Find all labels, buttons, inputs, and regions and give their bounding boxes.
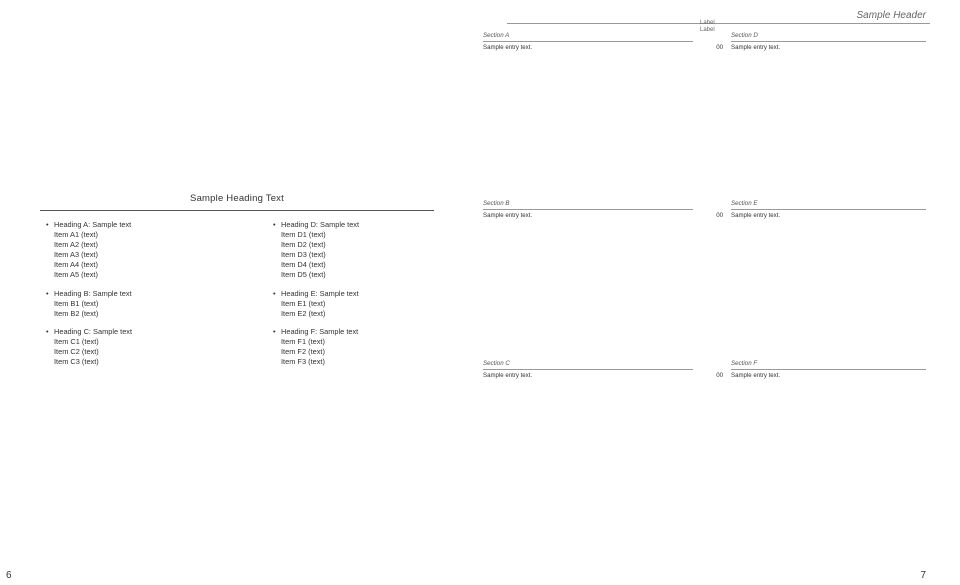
english-block-text: Item F3 (text)	[281, 357, 325, 367]
english-block	[273, 327, 460, 367]
english-block-text: Item D3 (text)	[281, 250, 326, 260]
page-column-heading	[700, 20, 715, 34]
greek-entry-page: 00	[716, 212, 723, 219]
greek-block-item	[46, 357, 233, 367]
english-block-text: Item D5 (text)	[281, 270, 326, 280]
english-block-item	[273, 357, 460, 367]
english-contents-entry	[731, 212, 926, 219]
bullet-icon: •	[273, 326, 276, 336]
greek-contents-entry	[483, 44, 723, 51]
english-block	[273, 220, 460, 281]
page-column-heading-gr: Label	[700, 20, 715, 26]
greek-block-item	[46, 270, 233, 280]
bullet-icon: •	[46, 326, 49, 336]
greek-entry-text: Sample entry text.	[483, 44, 533, 51]
page-number-left: 6	[6, 570, 12, 581]
greek-block-text: Item A3 (text)	[54, 250, 98, 260]
bullet-icon: •	[46, 288, 49, 298]
english-contents-entry	[731, 372, 926, 379]
english-block-item	[273, 250, 460, 260]
english-block-item	[273, 347, 460, 357]
contents-header: Sample Header	[856, 10, 926, 21]
greek-block-heading	[46, 327, 233, 337]
english-entry-text: Sample entry text.	[731, 372, 781, 379]
greek-section	[483, 200, 723, 219]
new-data-title: Sample Heading Text	[40, 193, 434, 211]
english-section	[731, 200, 926, 219]
greek-block-text: Item A4 (text)	[54, 260, 98, 270]
greek-block-item	[46, 240, 233, 250]
greek-block-text: Heading C: Sample text	[54, 326, 133, 336]
english-block-item	[273, 309, 460, 319]
greek-block-item	[46, 347, 233, 357]
greek-block	[46, 220, 233, 281]
new-data-columns	[40, 220, 460, 375]
greek-block-heading	[46, 220, 233, 230]
greek-block-text: Item A2 (text)	[54, 240, 98, 250]
bullet-icon: •	[46, 220, 49, 229]
greek-block-text: Item B1 (text)	[54, 298, 99, 308]
english-entry-text: Sample entry text.	[731, 44, 781, 51]
english-block-item	[273, 230, 460, 240]
greek-block-text: Item C1 (text)	[54, 336, 99, 346]
english-section	[731, 32, 926, 51]
greek-section-title: Section C	[483, 360, 693, 370]
english-block-heading	[273, 220, 460, 230]
greek-contents-entry	[483, 372, 723, 379]
greek-block-text: Item B2 (text)	[54, 308, 99, 318]
english-contents-entry	[731, 44, 926, 51]
new-data-english-column	[273, 220, 460, 375]
english-entry-text: Sample entry text.	[731, 212, 781, 219]
english-block-text: Heading F: Sample text	[281, 326, 359, 336]
english-block-text: Item D4 (text)	[281, 260, 326, 270]
english-block-text: Item E1 (text)	[281, 298, 326, 308]
contents-rule	[507, 23, 930, 24]
greek-block-item	[46, 309, 233, 319]
greek-section-title: Section B	[483, 200, 693, 210]
greek-section-title: Section A	[483, 32, 693, 42]
english-block-text: Item D1 (text)	[281, 230, 326, 240]
greek-entry-page: 00	[716, 372, 723, 379]
english-section-title: Section E	[731, 200, 926, 210]
greek-block-text: Item C3 (text)	[54, 357, 99, 367]
greek-block-item	[46, 337, 233, 347]
greek-block-text: Item A5 (text)	[54, 270, 98, 280]
greek-block-item	[46, 250, 233, 260]
english-section-title: Section D	[731, 32, 926, 42]
greek-entry-text: Sample entry text.	[483, 372, 533, 379]
english-block-item	[273, 337, 460, 347]
english-block-text: Heading E: Sample text	[281, 288, 359, 298]
greek-block-text: Heading B: Sample text	[54, 288, 132, 298]
english-section	[731, 360, 926, 379]
page-number-right: 7	[920, 570, 926, 581]
greek-section	[483, 360, 723, 379]
english-block	[273, 289, 460, 319]
page-column-heading-en: Label	[700, 27, 715, 33]
greek-block	[46, 327, 233, 367]
greek-block-item	[46, 299, 233, 309]
english-block-text: Item E2 (text)	[281, 308, 326, 318]
english-section-title: Section F	[731, 360, 926, 370]
greek-block	[46, 289, 233, 319]
english-block-item	[273, 260, 460, 270]
greek-block-text: Heading A: Sample text	[54, 220, 132, 229]
english-block-heading	[273, 289, 460, 299]
english-block-text: Heading D: Sample text	[281, 220, 360, 229]
bullet-icon: •	[273, 288, 276, 298]
greek-entry-text: Sample entry text.	[483, 212, 533, 219]
greek-block-item	[46, 230, 233, 240]
english-block-text: Item F2 (text)	[281, 347, 325, 357]
greek-block-text: Item A1 (text)	[54, 230, 98, 240]
greek-contents-entry	[483, 212, 723, 219]
greek-section	[483, 32, 723, 51]
english-block-heading	[273, 327, 460, 337]
new-data-greek-column	[46, 220, 233, 375]
english-block-item	[273, 270, 460, 280]
greek-block-heading	[46, 289, 233, 299]
english-block-text: Item D2 (text)	[281, 240, 326, 250]
english-block-item	[273, 240, 460, 250]
bullet-icon: •	[273, 220, 276, 229]
greek-entry-page: 00	[716, 44, 723, 51]
english-block-text: Item F1 (text)	[281, 336, 325, 346]
greek-block-item	[46, 260, 233, 270]
greek-block-text: Item C2 (text)	[54, 347, 99, 357]
english-block-item	[273, 299, 460, 309]
new-data-panel	[40, 193, 460, 375]
